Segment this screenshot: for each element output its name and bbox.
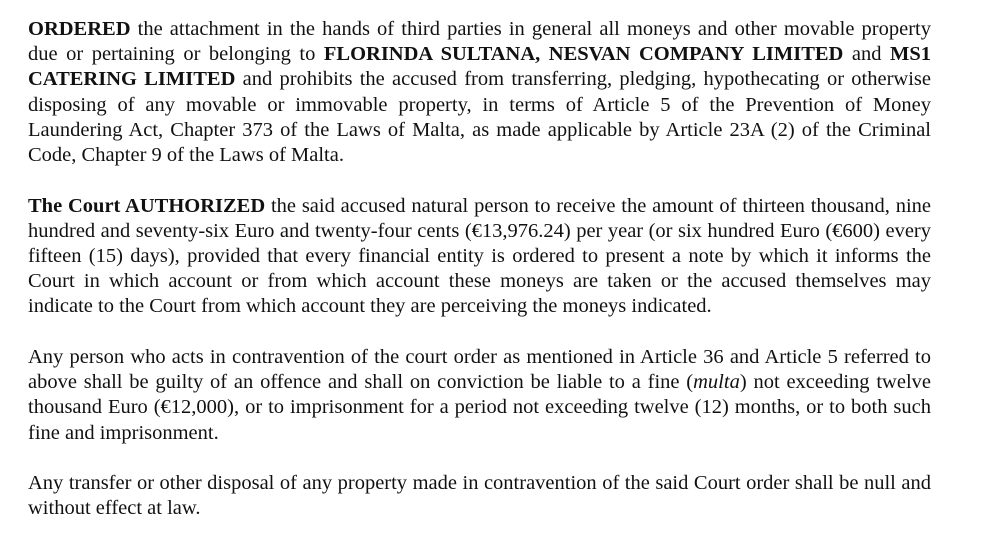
paragraph-text: the said accused natural person to receive the amount of thirteen thousand, nine hundred and seventy-six Euro and twenty-four cents (€13,976.24) per year (or six hundred Euro (€600) every fifteen (15) days), provided that every financial entity is ordered to present a note by which it informs the Court in which account or from which account these moneys are taken or the accused themselves may indicate to the Court from which account they are perceiving the moneys indicated.: [28, 194, 931, 318]
paragraph-text: ) not exceeding twelve thousand Euro (€12,000), or to imprisonment for a period not exceeding twelve (12) months, or to both such fine and imprisonment.: [28, 371, 931, 444]
paragraph-transfer-null: [28, 471, 931, 521]
paragraph-text: Any person who acts in contravention of the court order as mentioned in Article 36 and Article 5 referred to above shall be guilty of an offence and shall on conviction be liable to a fine (: [28, 346, 931, 394]
paragraph-contravention-penalty: [28, 345, 931, 446]
paragraph-court-authorization: [28, 194, 931, 320]
ordered-keyword: ORDERED: [28, 18, 131, 40]
paragraph-text: and: [843, 43, 890, 66]
paragraph-attachment-order: [28, 17, 931, 168]
multa-term: multa: [693, 371, 740, 394]
paragraph-text: the attachment in the hands of third parties in general all moneys and other movable property due or pertaining or belonging to: [28, 18, 931, 66]
paragraph-text: and prohibits the accused from transferring, pledging, hypothecating or otherwise disposing of any movable or immovable property, in terms of Article 5 of the Prevention of Money Laundering Act, Chapter 373 of the Laws of Malta, as made applicable by Article 23A (2) of the Criminal Code, Chapter 9 of the Laws of Malta.: [28, 68, 931, 167]
court-authorized-keyword: The Court AUTHORIZED: [28, 194, 266, 217]
document-body: [28, 17, 931, 522]
party-name: MS1 CATERING LIMITED: [28, 43, 931, 91]
paragraph-text: Any transfer or other disposal of any property made in contravention of the said Court order shall be null and without effect at law.: [28, 472, 931, 520]
party-names: FLORINDA SULTANA, NESVAN COMPANY LIMITED: [323, 43, 844, 66]
